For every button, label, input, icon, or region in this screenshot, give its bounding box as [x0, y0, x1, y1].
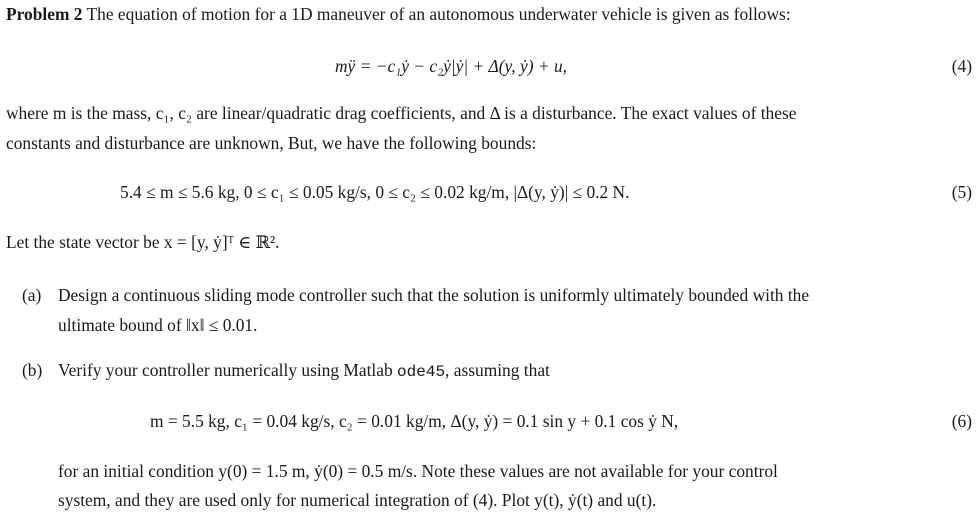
part-b-label: (b): [22, 360, 43, 380]
part-b-line-3: system, and they are used only for numerical integration of (4). Plot y(t), ẏ(t) and u(t).: [58, 490, 657, 510]
paragraph-line-2: constants and disturbance are unknown, But, we have the following bounds:: [6, 133, 537, 153]
paragraph-line-1: where m is the mass, c₁, c₂ are linear/quadratic drag coefficients, and Δ is a disturbance. The exact values of these: [6, 103, 797, 123]
equation-4-number: (4): [951, 56, 972, 76]
part-b-line-1-text: Verify your controller numerically using Matlab: [58, 360, 398, 380]
equation-5: 5.4 ≤ m ≤ 5.6 kg, 0 ≤ c₁ ≤ 0.05 kg/s, 0 ≤ c₂ ≤ 0.02 kg/m, |Δ(y, ẏ)| ≤ 0.2 N.: [120, 182, 630, 202]
part-b-line-2: for an initial condition y(0) = 1.5 m, ẏ(0) = 0.5 m/s. Note these values are not available for your control: [58, 461, 778, 481]
part-b-line-1: [58, 360, 550, 381]
problem-intro-line: [6, 4, 791, 25]
equation-5-number: (5): [951, 182, 972, 202]
ode45-code: ode45: [397, 363, 446, 381]
problem-intro: The equation of motion for a 1D maneuver of an autonomous underwater vehicle is given as follows:: [86, 4, 791, 24]
problem-title: Problem 2: [6, 4, 83, 24]
part-a-line-2: ultimate bound of ‖x‖ ≤ 0.01.: [58, 315, 258, 335]
equation-6: m = 5.5 kg, c₁ = 0.04 kg/s, c₂ = 0.01 kg/m, Δ(y, ẏ) = 0.1 sin y + 0.1 cos ẏ N,: [150, 411, 679, 431]
state-vector-line: Let the state vector be x = [y, ẏ]ᵀ ∈ ℝ².: [6, 232, 280, 252]
part-b-line-1-tail: , assuming that: [445, 360, 550, 380]
equation-6-number: (6): [951, 411, 972, 431]
part-a-line-1: Design a continuous sliding mode controller such that the solution is uniformly ultimately bounded with the: [58, 285, 810, 305]
part-a-label: (a): [22, 285, 42, 305]
equation-4: mÿ = −c₁ẏ − c₂ẏ|ẏ| + Δ(y, ẏ) + u,: [335, 56, 567, 76]
